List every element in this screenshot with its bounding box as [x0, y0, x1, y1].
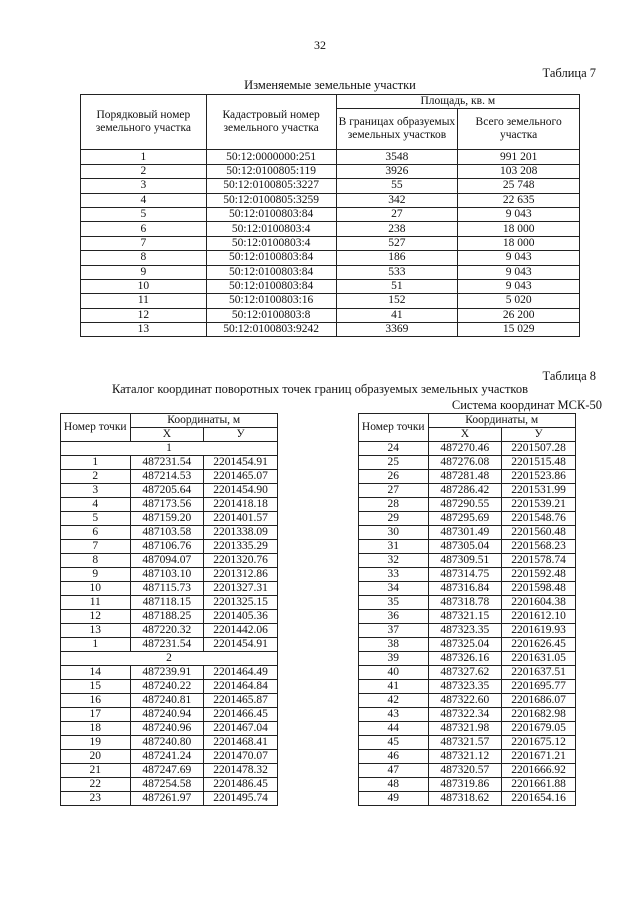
- table7-caption: Таблица 7: [542, 66, 596, 80]
- x-coordinate-cell: 487115.73: [130, 582, 204, 596]
- x-coordinate-cell: 487321.15: [428, 610, 502, 624]
- y-coordinate-cell: 2201631.05: [502, 652, 576, 666]
- x-coordinate-cell: 487240.80: [130, 736, 204, 750]
- area-formed-cell: 3548: [336, 150, 458, 164]
- table-row: [359, 512, 576, 526]
- y-coordinate-cell: 2201578.74: [502, 554, 576, 568]
- table-row: [359, 624, 576, 638]
- point-number-cell: 46: [359, 750, 429, 764]
- y-coordinate-cell: 2201405.36: [204, 610, 278, 624]
- y-coordinate-cell: 2201682.98: [502, 708, 576, 722]
- table-row: [61, 582, 278, 596]
- col-point-header: Номер точки: [61, 414, 131, 442]
- order-number-cell: 1: [81, 150, 207, 164]
- point-number-cell: 18: [61, 722, 131, 736]
- table-row: [359, 722, 576, 736]
- x-coordinate-cell: 487159.20: [130, 512, 204, 526]
- point-number-cell: 10: [61, 582, 131, 596]
- group-label-cell: 2: [61, 652, 278, 666]
- area-formed-cell: 238: [336, 222, 458, 236]
- x-coordinate-cell: 487322.34: [428, 708, 502, 722]
- table8-title: Каталог координат поворотных точек границ образуемых земельных участков: [111, 382, 529, 396]
- point-number-cell: 7: [61, 540, 131, 554]
- table-row: [61, 540, 278, 554]
- x-coordinate-cell: 487188.25: [130, 610, 204, 624]
- table-row: [61, 526, 278, 540]
- x-coordinate-cell: 487106.76: [130, 540, 204, 554]
- x-coordinate-cell: 487241.24: [130, 750, 204, 764]
- x-coordinate-cell: 487325.04: [428, 638, 502, 652]
- table8-left: [60, 413, 278, 806]
- table-row: [359, 442, 576, 456]
- y-coordinate-cell: 2201619.93: [502, 624, 576, 638]
- y-coordinate-cell: 2201418.18: [204, 498, 278, 512]
- point-number-cell: 16: [61, 694, 131, 708]
- point-number-cell: 31: [359, 540, 429, 554]
- order-number-cell: 8: [81, 251, 207, 265]
- point-number-cell: 20: [61, 750, 131, 764]
- col-point-header: Номер точки: [359, 414, 429, 442]
- order-number-cell: 3: [81, 179, 207, 193]
- table-row: [81, 236, 580, 250]
- y-coordinate-cell: 2201478.32: [204, 764, 278, 778]
- col-area-header: Площадь, кв. м: [336, 95, 579, 109]
- col-x-header: X: [428, 428, 502, 442]
- area-formed-cell: 186: [336, 251, 458, 265]
- table-row: [61, 666, 278, 680]
- point-number-cell: 36: [359, 610, 429, 624]
- table-row: [61, 722, 278, 736]
- x-coordinate-cell: 487240.94: [130, 708, 204, 722]
- table-row: [359, 610, 576, 624]
- table-row: [61, 694, 278, 708]
- table-row: [359, 582, 576, 596]
- area-formed-cell: 27: [336, 207, 458, 221]
- col-area-formed-header: В границах образуемых земельных участков: [336, 109, 458, 150]
- point-number-cell: 1: [61, 456, 131, 470]
- y-coordinate-cell: 2201626.45: [502, 638, 576, 652]
- point-number-cell: 32: [359, 554, 429, 568]
- coordinate-system: Система координат МСК-50: [451, 398, 602, 412]
- table8-left-body: [61, 442, 278, 806]
- table-row: [359, 638, 576, 652]
- y-coordinate-cell: 2201335.29: [204, 540, 278, 554]
- table-row: [359, 680, 576, 694]
- point-number-cell: 9: [61, 568, 131, 582]
- point-number-cell: 23: [61, 792, 131, 806]
- x-coordinate-cell: 487240.81: [130, 694, 204, 708]
- cadastral-number-cell: 50:12:0100805:3227: [206, 179, 336, 193]
- x-coordinate-cell: 487320.57: [428, 764, 502, 778]
- table-row: [359, 596, 576, 610]
- table-row: [81, 179, 580, 193]
- table-row: [359, 750, 576, 764]
- x-coordinate-cell: 487239.91: [130, 666, 204, 680]
- point-number-cell: 27: [359, 484, 429, 498]
- cadastral-number-cell: 50:12:0100803:84: [206, 279, 336, 293]
- cadastral-number-cell: 50:12:0100803:84: [206, 265, 336, 279]
- table-row: [61, 456, 278, 470]
- x-coordinate-cell: 487321.12: [428, 750, 502, 764]
- area-formed-cell: 55: [336, 179, 458, 193]
- order-number-cell: 5: [81, 207, 207, 221]
- x-coordinate-cell: 487231.54: [130, 638, 204, 652]
- table-row: [359, 568, 576, 582]
- table-row: [61, 680, 278, 694]
- area-total-cell: 18 000: [458, 236, 580, 250]
- x-coordinate-cell: 487118.15: [130, 596, 204, 610]
- table-row: [359, 484, 576, 498]
- x-coordinate-cell: 487173.56: [130, 498, 204, 512]
- cadastral-number-cell: 50:12:0100803:84: [206, 251, 336, 265]
- col-order-header: Порядковый номер земельного участка: [81, 95, 207, 150]
- order-number-cell: 7: [81, 236, 207, 250]
- y-coordinate-cell: 2201401.57: [204, 512, 278, 526]
- y-coordinate-cell: 2201467.04: [204, 722, 278, 736]
- point-number-cell: 49: [359, 792, 429, 806]
- y-coordinate-cell: 2201325.15: [204, 596, 278, 610]
- col-cadastral-header: Кадастровый номер земельного участка: [206, 95, 336, 150]
- point-number-cell: 41: [359, 680, 429, 694]
- cadastral-number-cell: 50:12:0100803:4: [206, 236, 336, 250]
- point-number-cell: 42: [359, 694, 429, 708]
- table7-title: Изменяемые земельные участки: [244, 78, 416, 92]
- table-row: [61, 470, 278, 484]
- table-row: [61, 638, 278, 652]
- order-number-cell: 4: [81, 193, 207, 207]
- x-coordinate-cell: 487286.42: [428, 484, 502, 498]
- table7: [80, 94, 580, 337]
- table-row: [81, 150, 580, 164]
- point-number-cell: 17: [61, 708, 131, 722]
- point-number-cell: 19: [61, 736, 131, 750]
- y-coordinate-cell: 2201560.48: [502, 526, 576, 540]
- y-coordinate-cell: 2201531.99: [502, 484, 576, 498]
- y-coordinate-cell: 2201327.31: [204, 582, 278, 596]
- table8-caption: Таблица 8: [542, 369, 596, 383]
- table-row: [61, 792, 278, 806]
- table-row: [81, 251, 580, 265]
- area-total-cell: 9 043: [458, 279, 580, 293]
- area-total-cell: 103 208: [458, 164, 580, 178]
- point-number-cell: 28: [359, 498, 429, 512]
- point-number-cell: 11: [61, 596, 131, 610]
- order-number-cell: 11: [81, 294, 207, 308]
- y-coordinate-cell: 2201686.07: [502, 694, 576, 708]
- y-coordinate-cell: 2201465.87: [204, 694, 278, 708]
- point-number-cell: 15: [61, 680, 131, 694]
- x-coordinate-cell: 487321.98: [428, 722, 502, 736]
- point-number-cell: 6: [61, 526, 131, 540]
- point-number-cell: 8: [61, 554, 131, 568]
- y-coordinate-cell: 2201592.48: [502, 568, 576, 582]
- table-row: [359, 736, 576, 750]
- x-coordinate-cell: 487247.69: [130, 764, 204, 778]
- table-row: [359, 764, 576, 778]
- point-number-cell: 24: [359, 442, 429, 456]
- table-row: [61, 554, 278, 568]
- y-coordinate-cell: 2201612.10: [502, 610, 576, 624]
- area-total-cell: 15 029: [458, 323, 580, 337]
- y-coordinate-cell: 2201312.86: [204, 568, 278, 582]
- y-coordinate-cell: 2201548.76: [502, 512, 576, 526]
- y-coordinate-cell: 2201442.06: [204, 624, 278, 638]
- area-formed-cell: 527: [336, 236, 458, 250]
- x-coordinate-cell: 487318.78: [428, 596, 502, 610]
- cadastral-number-cell: 50:12:0100803:84: [206, 207, 336, 221]
- area-total-cell: 22 635: [458, 193, 580, 207]
- order-number-cell: 13: [81, 323, 207, 337]
- x-coordinate-cell: 487322.60: [428, 694, 502, 708]
- table-row: [359, 778, 576, 792]
- y-coordinate-cell: 2201338.09: [204, 526, 278, 540]
- x-coordinate-cell: 487254.58: [130, 778, 204, 792]
- order-number-cell: 12: [81, 308, 207, 322]
- point-number-cell: 4: [61, 498, 131, 512]
- table-row: [61, 708, 278, 722]
- y-coordinate-cell: 2201507.28: [502, 442, 576, 456]
- col-y-header: У: [502, 428, 576, 442]
- y-coordinate-cell: 2201695.77: [502, 680, 576, 694]
- x-coordinate-cell: 487314.75: [428, 568, 502, 582]
- table-row: [61, 610, 278, 624]
- point-number-cell: 29: [359, 512, 429, 526]
- x-coordinate-cell: 487305.04: [428, 540, 502, 554]
- table-row: [81, 193, 580, 207]
- point-number-cell: 47: [359, 764, 429, 778]
- x-coordinate-cell: 487261.97: [130, 792, 204, 806]
- order-number-cell: 2: [81, 164, 207, 178]
- table-row: [359, 652, 576, 666]
- point-number-cell: 38: [359, 638, 429, 652]
- y-coordinate-cell: 2201568.23: [502, 540, 576, 554]
- point-number-cell: 37: [359, 624, 429, 638]
- table7-body: [81, 150, 580, 337]
- area-total-cell: 9 043: [458, 207, 580, 221]
- point-number-cell: 1: [61, 638, 131, 652]
- table-row: [359, 708, 576, 722]
- table-row: [61, 624, 278, 638]
- x-coordinate-cell: 487231.54: [130, 456, 204, 470]
- y-coordinate-cell: 2201470.07: [204, 750, 278, 764]
- point-number-cell: 35: [359, 596, 429, 610]
- group-row: [61, 652, 278, 666]
- col-x-header: X: [130, 428, 204, 442]
- x-coordinate-cell: 487290.55: [428, 498, 502, 512]
- point-number-cell: 44: [359, 722, 429, 736]
- table-row: [81, 323, 580, 337]
- y-coordinate-cell: 2201454.91: [204, 638, 278, 652]
- cadastral-number-cell: 50:12:0100805:119: [206, 164, 336, 178]
- y-coordinate-cell: 2201637.51: [502, 666, 576, 680]
- x-coordinate-cell: 487309.51: [428, 554, 502, 568]
- table-row: [359, 498, 576, 512]
- table-row: [359, 470, 576, 484]
- cadastral-number-cell: 50:12:0100803:8: [206, 308, 336, 322]
- y-coordinate-cell: 2201598.48: [502, 582, 576, 596]
- point-number-cell: 12: [61, 610, 131, 624]
- table-row: [61, 568, 278, 582]
- y-coordinate-cell: 2201679.05: [502, 722, 576, 736]
- col-area-total-header: Всего земельного участка: [458, 109, 580, 150]
- table-row: [81, 294, 580, 308]
- table-row: [61, 512, 278, 526]
- y-coordinate-cell: 2201671.21: [502, 750, 576, 764]
- point-number-cell: 45: [359, 736, 429, 750]
- table-row: [61, 764, 278, 778]
- x-coordinate-cell: 487301.49: [428, 526, 502, 540]
- x-coordinate-cell: 487094.07: [130, 554, 204, 568]
- y-coordinate-cell: 2201454.90: [204, 484, 278, 498]
- x-coordinate-cell: 487327.62: [428, 666, 502, 680]
- area-total-cell: 18 000: [458, 222, 580, 236]
- point-number-cell: 3: [61, 484, 131, 498]
- y-coordinate-cell: 2201515.48: [502, 456, 576, 470]
- point-number-cell: 26: [359, 470, 429, 484]
- point-number-cell: 13: [61, 624, 131, 638]
- table-row: [359, 666, 576, 680]
- y-coordinate-cell: 2201454.91: [204, 456, 278, 470]
- table-row: [61, 750, 278, 764]
- point-number-cell: 25: [359, 456, 429, 470]
- table8-right-body: [359, 442, 576, 806]
- area-total-cell: 991 201: [458, 150, 580, 164]
- table-row: [81, 207, 580, 221]
- col-coords-header: Координаты, м: [428, 414, 576, 428]
- table-row: [359, 456, 576, 470]
- y-coordinate-cell: 2201666.92: [502, 764, 576, 778]
- area-total-cell: 26 200: [458, 308, 580, 322]
- x-coordinate-cell: 487220.32: [130, 624, 204, 638]
- table-row: [61, 736, 278, 750]
- cadastral-number-cell: 50:12:0100805:3259: [206, 193, 336, 207]
- group-label-cell: 1: [61, 442, 278, 456]
- x-coordinate-cell: 487270.46: [428, 442, 502, 456]
- order-number-cell: 6: [81, 222, 207, 236]
- area-formed-cell: 3926: [336, 164, 458, 178]
- y-coordinate-cell: 2201661.88: [502, 778, 576, 792]
- y-coordinate-cell: 2201468.41: [204, 736, 278, 750]
- area-formed-cell: 3369: [336, 323, 458, 337]
- x-coordinate-cell: 487319.86: [428, 778, 502, 792]
- table-row: [61, 596, 278, 610]
- y-coordinate-cell: 2201320.76: [204, 554, 278, 568]
- table-row: [61, 778, 278, 792]
- table-row: [359, 540, 576, 554]
- y-coordinate-cell: 2201486.45: [204, 778, 278, 792]
- area-total-cell: 25 748: [458, 179, 580, 193]
- cadastral-number-cell: 50:12:0100803:9242: [206, 323, 336, 337]
- x-coordinate-cell: 487103.58: [130, 526, 204, 540]
- x-coordinate-cell: 487240.22: [130, 680, 204, 694]
- table-row: [359, 554, 576, 568]
- table-row: [81, 265, 580, 279]
- y-coordinate-cell: 2201539.21: [502, 498, 576, 512]
- y-coordinate-cell: 2201465.07: [204, 470, 278, 484]
- page-number: 32: [314, 38, 326, 52]
- order-number-cell: 9: [81, 265, 207, 279]
- point-number-cell: 39: [359, 652, 429, 666]
- y-coordinate-cell: 2201464.49: [204, 666, 278, 680]
- table8-right: [358, 413, 576, 806]
- x-coordinate-cell: 487316.84: [428, 582, 502, 596]
- x-coordinate-cell: 487214.53: [130, 470, 204, 484]
- y-coordinate-cell: 2201675.12: [502, 736, 576, 750]
- area-total-cell: 5 020: [458, 294, 580, 308]
- point-number-cell: 14: [61, 666, 131, 680]
- area-formed-cell: 41: [336, 308, 458, 322]
- y-coordinate-cell: 2201523.86: [502, 470, 576, 484]
- point-number-cell: 21: [61, 764, 131, 778]
- x-coordinate-cell: 487240.96: [130, 722, 204, 736]
- table-row: [61, 498, 278, 512]
- y-coordinate-cell: 2201604.38: [502, 596, 576, 610]
- point-number-cell: 22: [61, 778, 131, 792]
- table-row: [81, 222, 580, 236]
- area-total-cell: 9 043: [458, 265, 580, 279]
- point-number-cell: 34: [359, 582, 429, 596]
- col-coords-header: Координаты, м: [130, 414, 278, 428]
- x-coordinate-cell: 487323.35: [428, 680, 502, 694]
- x-coordinate-cell: 487318.62: [428, 792, 502, 806]
- y-coordinate-cell: 2201466.45: [204, 708, 278, 722]
- point-number-cell: 2: [61, 470, 131, 484]
- table-row: [359, 526, 576, 540]
- group-row: [61, 442, 278, 456]
- x-coordinate-cell: 487295.69: [428, 512, 502, 526]
- cadastral-number-cell: 50:12:0000000:251: [206, 150, 336, 164]
- point-number-cell: 33: [359, 568, 429, 582]
- point-number-cell: 30: [359, 526, 429, 540]
- point-number-cell: 5: [61, 512, 131, 526]
- y-coordinate-cell: 2201495.74: [204, 792, 278, 806]
- point-number-cell: 48: [359, 778, 429, 792]
- col-y-header: У: [204, 428, 278, 442]
- x-coordinate-cell: 487276.08: [428, 456, 502, 470]
- table-row: [81, 279, 580, 293]
- area-total-cell: 9 043: [458, 251, 580, 265]
- y-coordinate-cell: 2201654.16: [502, 792, 576, 806]
- y-coordinate-cell: 2201464.84: [204, 680, 278, 694]
- x-coordinate-cell: 487321.57: [428, 736, 502, 750]
- table-row: [81, 164, 580, 178]
- order-number-cell: 10: [81, 279, 207, 293]
- x-coordinate-cell: 487281.48: [428, 470, 502, 484]
- table-row: [61, 484, 278, 498]
- table-row: [359, 694, 576, 708]
- table-row: [359, 792, 576, 806]
- table-row: [81, 308, 580, 322]
- cadastral-number-cell: 50:12:0100803:4: [206, 222, 336, 236]
- point-number-cell: 43: [359, 708, 429, 722]
- point-number-cell: 40: [359, 666, 429, 680]
- area-formed-cell: 342: [336, 193, 458, 207]
- area-formed-cell: 533: [336, 265, 458, 279]
- x-coordinate-cell: 487103.10: [130, 568, 204, 582]
- x-coordinate-cell: 487205.64: [130, 484, 204, 498]
- area-formed-cell: 152: [336, 294, 458, 308]
- x-coordinate-cell: 487326.16: [428, 652, 502, 666]
- x-coordinate-cell: 487323.35: [428, 624, 502, 638]
- cadastral-number-cell: 50:12:0100803:16: [206, 294, 336, 308]
- area-formed-cell: 51: [336, 279, 458, 293]
